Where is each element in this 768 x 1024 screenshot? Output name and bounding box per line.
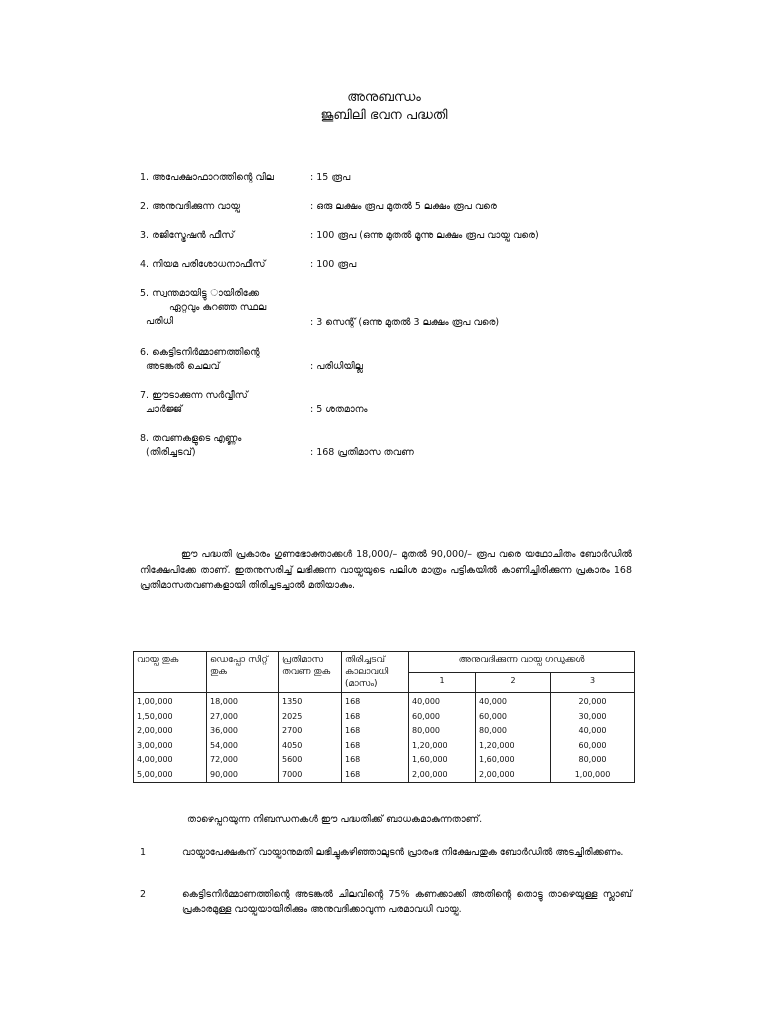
- item-label-line: 6. കെട്ടിടനിര്‍മ്മാണത്തിന്റെ: [140, 347, 260, 358]
- item-label-line: അടങ്കല്‍ ചെലവ്: [146, 361, 220, 372]
- item-label: 3. രജിസ്ട്രേഷന്‍ ഫീസ്: [140, 230, 235, 241]
- item-label: [140, 346, 310, 374]
- item-label: 1. അപേക്ഷാഫാറത്തിന്റെ വില: [140, 172, 274, 183]
- item-value: : 3 സെന്റ് (ഒന്നു മുതല്‍ 3 ലക്ഷം രൂപ വരെ): [310, 317, 500, 328]
- table-cell: 1,60,000: [409, 753, 476, 768]
- table-cell: 27,000: [207, 710, 279, 725]
- table-cell: 80,000: [551, 753, 635, 768]
- table-cell: 4,00,000: [134, 753, 207, 768]
- table-cell: 2,00,000: [134, 724, 207, 739]
- item-label-line: 5. സ്വന്തമായിട്ടു ായിരിക്കേ: [140, 288, 260, 299]
- scheme-title: ജൂബിലി ഭവന പദ്ധതി: [320, 108, 448, 123]
- item-value: : 168 പ്രതിമാസ തവണ: [310, 447, 414, 458]
- col-header-installments-group: അനുവദിക്കുന്ന വായ്പ ഗഡുക്കള്‍: [409, 652, 635, 673]
- table-cell: 40,000: [551, 724, 635, 739]
- condition-text: വായ്പാപേക്ഷകന് വായ്പാനുമതി ലഭിച്ചുകഴിഞ്ഞാലുടന്‍ പ്രാരംഭ നിക്ഷേപതുക ബോര്‍ഡില്‍ അടച്ചിരിക്കണം.: [182, 847, 624, 858]
- condition-text: കെട്ടിടനിര്‍മ്മാണത്തിന്റെ അടങ്കല്‍ ചിലവിന്റെ 75% കണക്കാക്കി അതിന്റെ തൊട്ടു താഴെയുള്ള സ്ലാബ് പ്രകാരമുള്ള വായ്പയായിരിക്കും അനുവദിക്കാവുന്ന പരമാവധി വായ്പ.: [182, 889, 632, 915]
- table-cell: 2,00,000: [409, 768, 476, 783]
- item-value: : ഒരു ലക്ഷം രൂപ മുതല്‍ 5 ലക്ഷം രൂപ വരെ: [310, 201, 497, 212]
- table-cell: 18,000: [207, 693, 279, 710]
- table-row: [134, 710, 635, 725]
- table-cell: 80,000: [409, 724, 476, 739]
- table-cell: 168: [342, 753, 409, 768]
- table-cell: 168: [342, 710, 409, 725]
- table-cell: 30,000: [551, 710, 635, 725]
- table-row: [134, 753, 635, 768]
- table-cell: 2,00,000: [476, 768, 551, 783]
- table-row: [134, 739, 635, 754]
- item-value: : 15 രൂപ: [310, 172, 351, 183]
- conditions-intro: താഴെപ്പറയുന്ന നിബന്ധനകള്‍ ഈ പദ്ധതിക്ക് ബാധകമാകുന്നതാണ്.: [187, 814, 483, 825]
- table-cell: 2025: [279, 710, 342, 725]
- table-cell: 5600: [279, 753, 342, 768]
- item-label-line: 8. തവണകളുടെ എണ്ണം: [140, 433, 242, 444]
- table-cell: 36,000: [207, 724, 279, 739]
- table-cell: 1,20,000: [476, 739, 551, 754]
- item-value: : 5 ശതമാനം: [310, 404, 368, 415]
- table-cell: 60,000: [476, 710, 551, 725]
- item-label-line: പരിധി: [146, 316, 174, 327]
- loan-slab-table: [133, 651, 635, 783]
- item-value: : 100 രൂപ: [310, 259, 357, 270]
- item-label-line: (തിരിച്ചടവ്): [146, 447, 196, 458]
- col-header-installment-1: 1: [409, 673, 476, 693]
- table-cell: 1,50,000: [134, 710, 207, 725]
- item-value: : 100 രൂപ (ഒന്നു മുതല്‍ മൂന്നു ലക്ഷം രൂപ വായ്പ വരെ): [310, 230, 539, 241]
- col-header-loan-amount: വായ്പ തുക: [134, 652, 207, 693]
- col-header-installment-2: 2: [476, 673, 551, 693]
- item-label: 2. അനുവദിക്കുന്ന വായ്പ: [140, 201, 241, 212]
- table-cell: 54,000: [207, 739, 279, 754]
- item-label-line: ചാര്‍ജ്ജ്: [146, 404, 183, 415]
- table-row: [134, 724, 635, 739]
- table-cell: 20,000: [551, 693, 635, 710]
- table-cell: 90,000: [207, 768, 279, 783]
- col-header-repayment-period: തിരിച്ചടവ് കാലാവധി (മാസം): [342, 652, 409, 693]
- item-label-line: 7. ഈടാക്കുന്ന സര്‍വ്വീസ്: [140, 390, 248, 401]
- item-label: [140, 287, 310, 329]
- table-cell: 40,000: [476, 693, 551, 710]
- table-row: [134, 768, 635, 783]
- table-cell: 1,60,000: [476, 753, 551, 768]
- table-row: [134, 693, 635, 710]
- table-cell: 3,00,000: [134, 739, 207, 754]
- table-cell: 40,000: [409, 693, 476, 710]
- table-cell: 1,00,000: [134, 693, 207, 710]
- table-cell: 72,000: [207, 753, 279, 768]
- table-cell: 168: [342, 739, 409, 754]
- col-header-monthly-installment: പ്രതിമാസ തവണ തുക: [279, 652, 342, 693]
- annex-heading: അനുബന്ധം: [347, 90, 421, 105]
- condition-number: 2: [140, 889, 147, 900]
- table-cell: 2700: [279, 724, 342, 739]
- table-cell: 168: [342, 768, 409, 783]
- table-cell: 80,000: [476, 724, 551, 739]
- item-value: : പരിധിയില്ല: [310, 361, 363, 372]
- table-cell: 4050: [279, 739, 342, 754]
- table-cell: 7000: [279, 768, 342, 783]
- item-label: 4. നിയമ പരിശോധനാഫീസ്: [140, 259, 266, 270]
- table-cell: 60,000: [551, 739, 635, 754]
- item-label-line: ഏറ്റവും കുറഞ്ഞ സ്ഥല: [169, 302, 267, 313]
- condition-number: 1: [140, 847, 147, 858]
- scheme-description-paragraph: ഈ പദ്ധതി പ്രകാരം ഗുണഭോക്താക്കള്‍ 18,000/– മുതല്‍ 90,000/– രൂപ വരെ യഥോചിതം ബോര്‍ഡില്‍ നിക്ഷേപിക്കേ താണ്. ഇതനുസരിച്ച് ലഭിക്കുന്ന വായ്പയുടെ പലിശ മാത്രം പട്ടികയില്‍ കാണിച്ചിരിക്കുന്ന പ്രകാരം 168 പ്രതിമാസതവണകളായി തിരിച്ചടച്ചാല്‍ മതിയാകും.: [140, 549, 632, 591]
- table-cell: 1,00,000: [551, 768, 635, 783]
- item-label: [140, 432, 310, 460]
- col-header-deposit: ഡെപ്പോ സിറ്റ് തുക: [207, 652, 279, 693]
- table-cell: 1350: [279, 693, 342, 710]
- table-cell: 168: [342, 724, 409, 739]
- table-cell: 60,000: [409, 710, 476, 725]
- table-cell: 1,20,000: [409, 739, 476, 754]
- col-header-installment-3: 3: [551, 673, 635, 693]
- table-cell: 5,00,000: [134, 768, 207, 783]
- table-cell: 168: [342, 693, 409, 710]
- item-label: [140, 389, 310, 417]
